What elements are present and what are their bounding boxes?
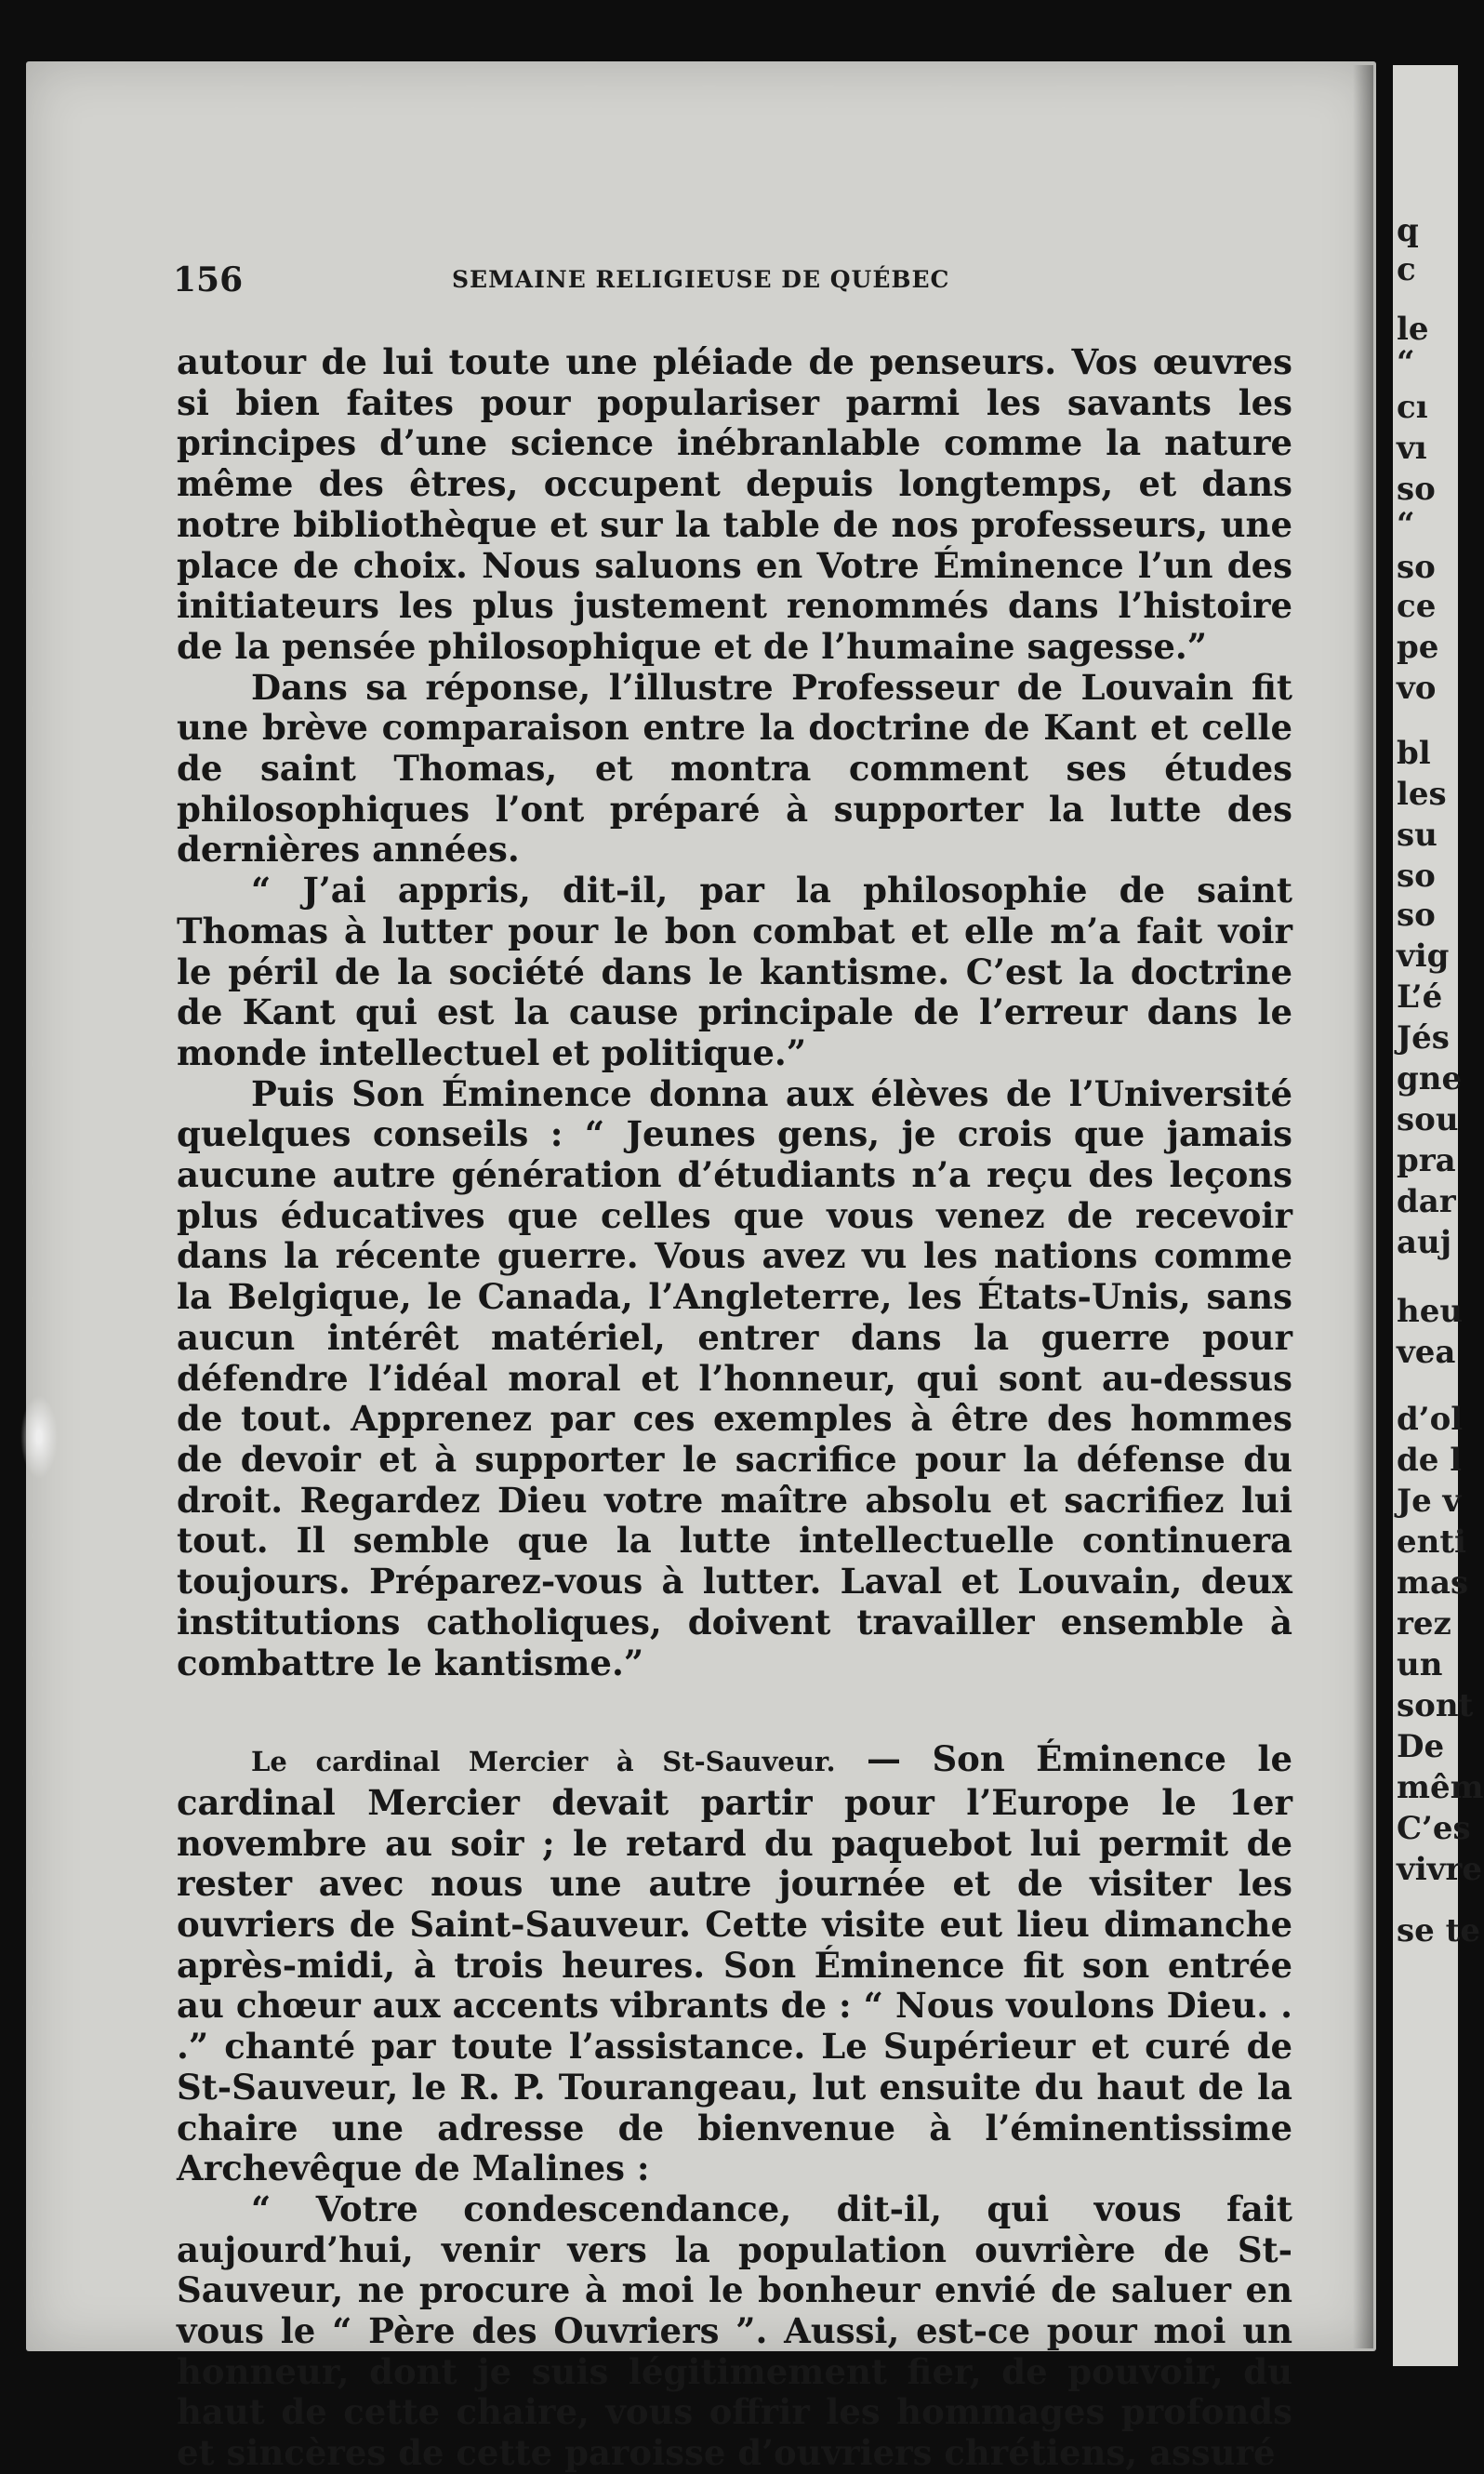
adjacent-fragment: un (1397, 1646, 1443, 1683)
adjacent-fragment: vea (1397, 1334, 1456, 1371)
adjacent-fragment: vı (1397, 430, 1427, 467)
adjacent-fragment: auj (1397, 1224, 1452, 1261)
section-title: Le cardinal Mercier à St-Sauveur. (251, 1746, 836, 1778)
adjacent-fragment: so (1397, 471, 1436, 508)
adjacent-fragment: vig (1397, 938, 1450, 975)
adjacent-fragment: pra (1397, 1142, 1456, 1179)
adjacent-fragment: d’ol (1397, 1401, 1464, 1438)
adjacent-fragment: sont (1397, 1687, 1474, 1724)
adjacent-fragment: C’es (1397, 1810, 1471, 1847)
adjacent-fragment: cı (1397, 389, 1428, 426)
body-text (177, 342, 1292, 2474)
adjacent-fragment: vo (1397, 670, 1437, 707)
adjacent-fragment: c (1397, 251, 1416, 288)
section-text: — Son Éminence le cardinal Mercier devait partir pour l’Europe le 1er novembre au soir ; le retard du paquebot lui permit de rester avec nous une autre journée et de visiter les ouvriers de Saint-Sauveur. Cette visite eut lieu dimanche après-midi, à trois heures. Son Éminence fit son entrée au chœur aux accents vibrants de : “ Nous voulons Dieu. . .” chanté par toute l’assistance. Le Supérieur et curé de St-Sauveur, le R. P. Tourangeau, lut ensuite du haut de la chaire une adresse de bienvenue à l’éminentissime Archevêque de Malines : (177, 1738, 1292, 2189)
adjacent-fragment: les (1397, 776, 1447, 813)
adjacent-fragment: gne (1397, 1060, 1463, 1097)
quote-paragraph: “ Votre condescendance, dit-il, qui vous fait aujourd’hui, venir vers la population ouvrière de St-Sauveur, ne procure à moi le bonheur envié de saluer en vous le “ Père des Ouvriers ”. Aussi, est-ce pour moi un honneur, dont je suis légitimement fier, de pouvoir, du haut de cette chaire, vous offrir les hommages profonds et sincères de cette paroisse d’ouvriers chrétiens, assuré (177, 2188, 1292, 2474)
adjacent-fragment: ce (1397, 588, 1437, 625)
adjacent-fragment: mas (1397, 1564, 1469, 1602)
adjacent-fragment: rez (1397, 1605, 1451, 1643)
adjacent-fragment: so (1397, 549, 1436, 586)
adjacent-fragment: pe (1397, 629, 1439, 666)
adjacent-fragment: “ (1397, 344, 1415, 381)
adjacent-fragment: heu (1397, 1293, 1464, 1330)
page-header (173, 260, 1289, 298)
adjacent-fragment: q (1397, 212, 1419, 249)
adjacent-fragment: su (1397, 817, 1438, 854)
adjacent-fragment: sou (1397, 1101, 1459, 1138)
adjacent-fragment: enti (1397, 1523, 1466, 1561)
adjacent-fragment: le (1397, 311, 1429, 348)
adjacent-page-edge (1393, 65, 1484, 2366)
adjacent-fragment: L’é (1397, 978, 1443, 1016)
page-gutter (1353, 65, 1373, 2348)
paragraph: autour de lui toute une pléiade de penseurs. Vos œuvres si bien faites pour populariser parmi les savants les principes d’une science inébranlable comme la nature même des êtres, occupent depuis longtemps, et dans notre bibliothèque et sur la table de nos professeurs, une place de choix. Nous saluons en Votre Éminence l’un des initiateurs les plus justement renommés dans l’histoire de la pensée philosophique et de l’humaine sagesse.” (177, 341, 1292, 667)
page-number: 156 (173, 260, 244, 299)
section-paragraph (177, 1739, 1292, 2189)
adjacent-fragment: Jés (1397, 1019, 1450, 1057)
adjacent-fragment: dar (1397, 1183, 1456, 1220)
adjacent-fragment: vivre (1397, 1851, 1482, 1888)
adjacent-fragment: so (1397, 897, 1436, 934)
adjacent-fragment: so (1397, 858, 1436, 895)
paragraph: Puis Son Éminence donna aux élèves de l’Université quelques conseils : “ Jeunes gens, je crois que jamais aucune autre génération d’étudiants n’a reçu des leçons plus éducatives que celles que vous venez de recevoir dans la récente guerre. Vous avez vu les nations comme la Belgique, le Canada, l’Angleterre, les États-Unis, sans aucun intérêt matériel, entrer dans la guerre pour défendre l’idéal moral et l’honneur, qui sont au-dessus de tout. Apprenez par ces exemples à être des hommes de devoir et à supporter le sacrifice pour la défense du droit. Regardez Dieu votre maître absolu et sacrifiez lui tout. Il semble que la lutte intellectuelle continuera toujours. Préparez-vous à lutter. Laval et Louvain, deux institutions catholiques, doivent travailler ensemble à combattre le kantisme.” (177, 1072, 1292, 1683)
adjacent-fragment: mêm (1397, 1769, 1484, 1806)
adjacent-fragment: de l (1397, 1442, 1463, 1479)
paragraph: Dans sa réponse, l’illustre Professeur de Louvain fit une brève comparaison entre la doctrine de Kant et celle de saint Thomas, et montra comment ses études philosophiques l’ont préparé à supporter la lutte des dernières années. (177, 666, 1292, 871)
paper-blemish (20, 1395, 58, 1479)
running-head: SEMAINE RELIGIEUSE DE QUÉBEC (452, 266, 950, 293)
adjacent-fragment: “ (1397, 506, 1415, 543)
adjacent-fragment: se te (1397, 1912, 1480, 1949)
paragraph: “ J’ai appris, dit-il, par la philosophie de saint Thomas à lutter pour le bon combat et elle m’a fait voir le péril de la société dans le kantisme. C’est la doctrine de Kant qui est la cause principale de l’erreur dans le monde intellectuel et politique.” (177, 870, 1292, 1073)
adjacent-fragment: Je v (1397, 1483, 1462, 1520)
adjacent-fragment: De (1397, 1728, 1445, 1765)
adjacent-fragment: bl (1397, 735, 1431, 772)
